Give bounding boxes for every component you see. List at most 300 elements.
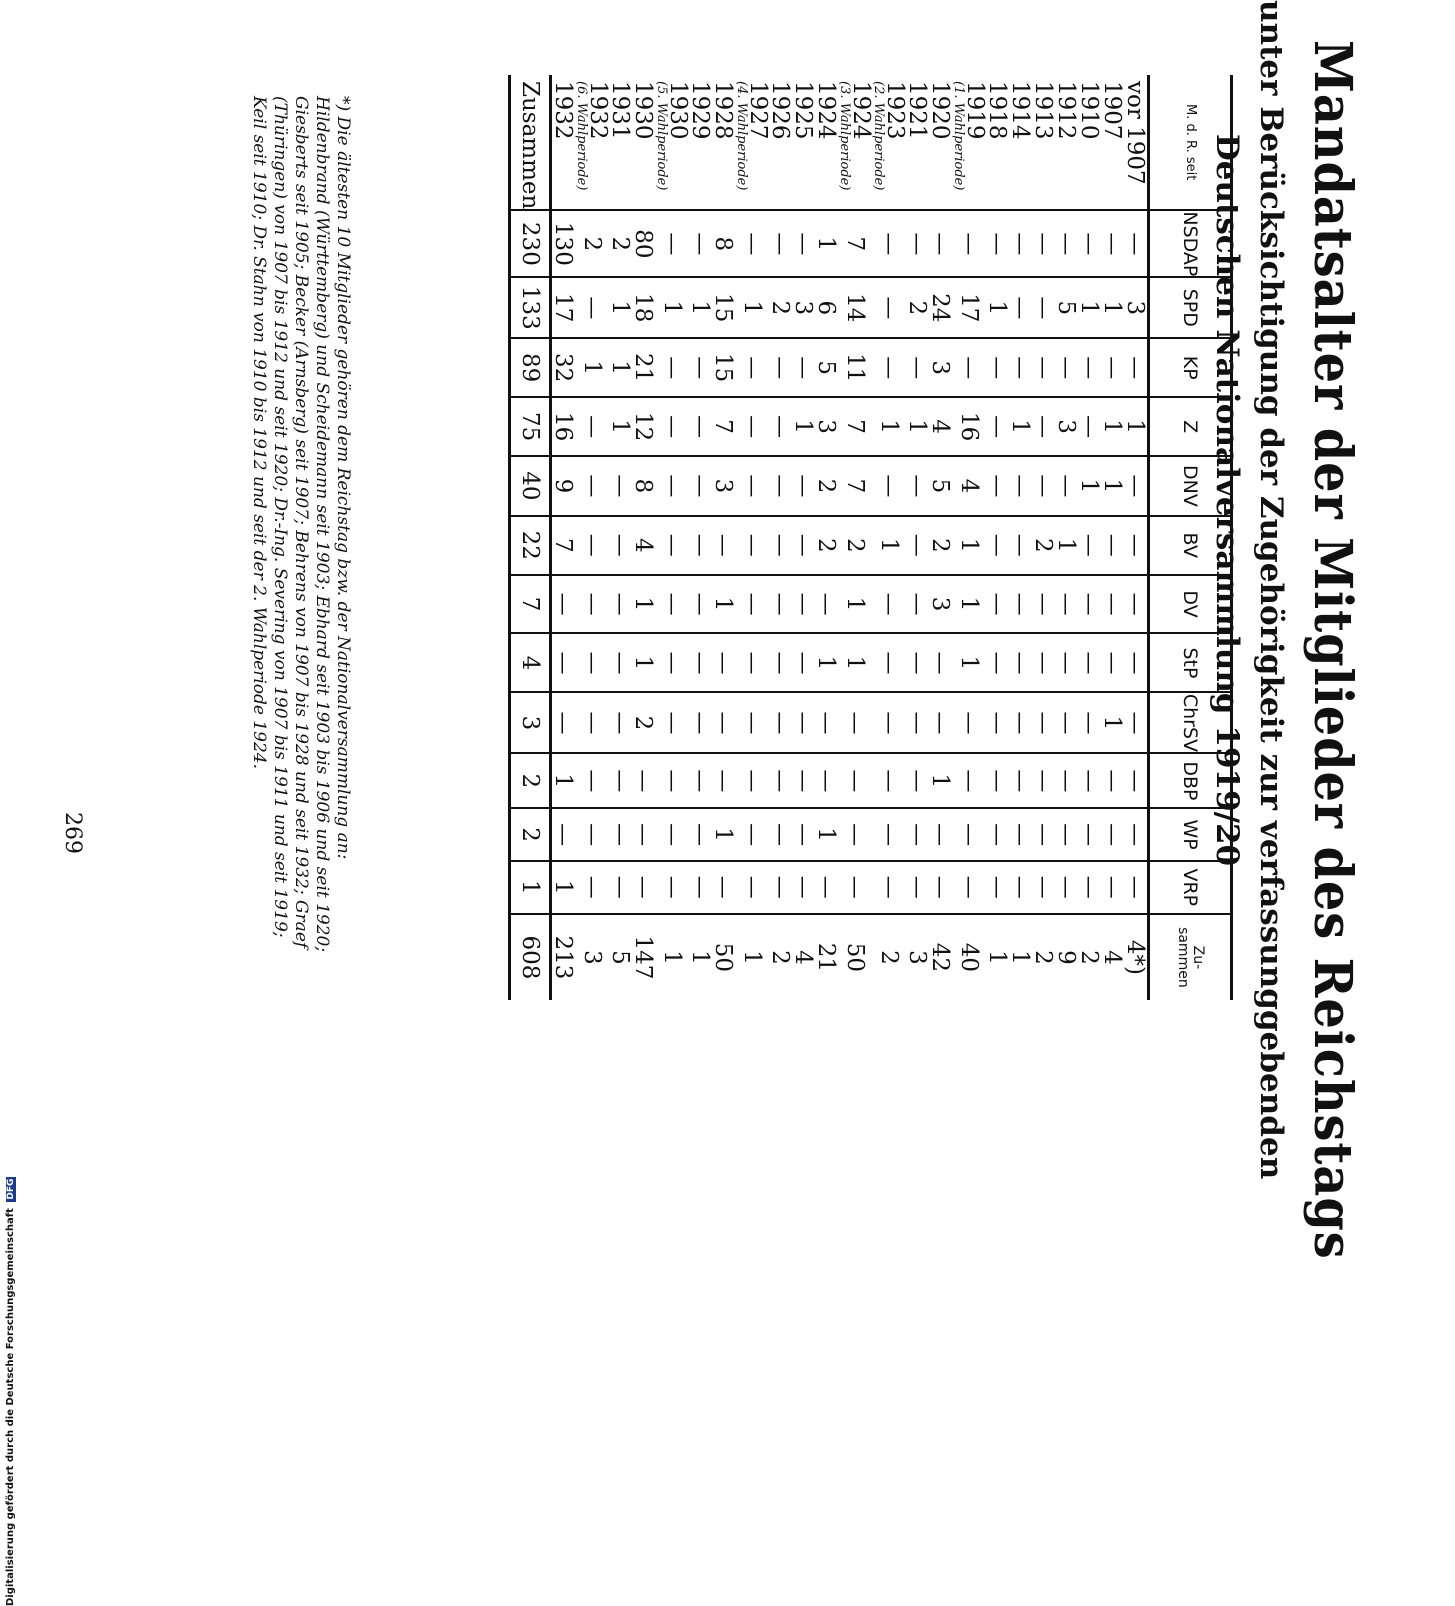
cell-wp: —: [906, 808, 929, 860]
cell-spd: —: [575, 277, 609, 338]
cell-nsdap: 2: [609, 210, 632, 277]
cell-z: —: [689, 397, 712, 456]
row-year: [1055, 75, 1078, 210]
cell-total: 50: [842, 942, 868, 973]
cell-nsdap: —: [986, 210, 1009, 277]
table-row: [1055, 75, 1078, 1000]
cell-z: 1: [1009, 397, 1032, 456]
cell-nsdap: 1: [815, 210, 838, 277]
row-year: [838, 75, 872, 210]
row-year: [632, 75, 655, 210]
cell-dv: —: [769, 575, 792, 634]
cell-chrsv: —: [815, 692, 838, 753]
cell-bv: —: [712, 516, 735, 575]
row-year: [551, 75, 576, 210]
cell-total: 5: [607, 950, 634, 965]
cell-vrp: —: [655, 861, 689, 914]
cell-vrp: —: [838, 861, 872, 914]
cell-nsdap: 130: [551, 210, 576, 277]
cell-nsdap: —: [952, 210, 986, 277]
cell-dbp: —: [872, 753, 906, 808]
cell-wp: —: [769, 808, 792, 860]
cell-total: 1: [687, 950, 714, 965]
total-stp: 4: [510, 633, 551, 692]
cell-spd: 15: [712, 277, 735, 338]
cell-spd: 1: [986, 277, 1009, 338]
cell-dnv: —: [689, 456, 712, 516]
cell-vrp: —: [792, 861, 815, 914]
cell-chrsv: —: [655, 692, 689, 753]
cell-dnv: 9: [551, 456, 576, 516]
cell-z: —: [769, 397, 792, 456]
cell-nsdap: —: [769, 210, 792, 277]
column-header-total: Zu- sammen: [1149, 914, 1232, 1000]
cell-total: 2: [767, 950, 794, 965]
table-row: [986, 75, 1009, 1000]
cell-kp: —: [952, 338, 986, 397]
cell-total: 1: [739, 950, 765, 965]
row-year-label: 1932: [585, 81, 611, 140]
cell-dnv: 4: [952, 456, 986, 516]
total-dv: 7: [510, 575, 551, 634]
cell-dnv: —: [1124, 456, 1149, 516]
cell-dv: —: [815, 575, 838, 634]
cell-dbp: —: [1009, 753, 1032, 808]
row-year-label: 1930: [665, 81, 691, 140]
cell-wp: —: [1055, 808, 1078, 860]
cell-kp: —: [1032, 338, 1055, 397]
cell-total: 1: [1007, 950, 1034, 965]
cell-vrp: —: [632, 861, 655, 914]
cell-stp: 1: [815, 633, 838, 692]
cell-kp: —: [735, 338, 769, 397]
cell-nsdap: —: [1101, 210, 1124, 277]
cell-vrp: —: [872, 861, 906, 914]
cell-dnv: —: [609, 456, 632, 516]
cell-chrsv: —: [792, 692, 815, 753]
cell-kp: 3: [929, 338, 952, 397]
column-header-chrsv: ChrSV: [1149, 692, 1232, 753]
grand-total: 608: [510, 914, 551, 1000]
cell-wp: —: [929, 808, 952, 860]
cell-bv: —: [609, 516, 632, 575]
cell-vrp: —: [609, 861, 632, 914]
cell-dnv: —: [1055, 456, 1078, 516]
cell-kp: —: [792, 338, 815, 397]
mandate-table: [508, 75, 1233, 1000]
cell-chrsv: —: [712, 692, 735, 753]
cell-vrp: —: [1124, 861, 1149, 914]
cell-bv: —: [792, 516, 815, 575]
cell-vrp: —: [952, 861, 986, 914]
table-row: [929, 75, 952, 1000]
cell-wp: —: [872, 808, 906, 860]
cell-bv: —: [1124, 516, 1149, 575]
cell-spd: 3: [792, 277, 815, 338]
cell-vrp: —: [1032, 861, 1055, 914]
row-year-label: 1921: [904, 81, 931, 140]
cell-nsdap: —: [1055, 210, 1078, 277]
cell-chrsv: —: [609, 692, 632, 753]
cell-bv: —: [735, 516, 769, 575]
row-year: [609, 75, 632, 210]
cell-dv: —: [792, 575, 815, 634]
cell-spd: 2: [769, 277, 792, 338]
cell-chrsv: —: [575, 692, 609, 753]
cell-stp: —: [1009, 633, 1032, 692]
cell-spd: 6: [815, 277, 838, 338]
cell-wp: —: [575, 808, 609, 860]
table-row: [735, 75, 769, 1000]
cell-dnv: 8: [632, 456, 655, 516]
cell-wp: —: [986, 808, 1009, 860]
cell-nsdap: 2: [575, 210, 609, 277]
cell-vrp: —: [1055, 861, 1078, 914]
cell-bv: 7: [551, 516, 576, 575]
row-year-label: 1931: [607, 81, 634, 140]
cell-bv: —: [655, 516, 689, 575]
cell-dv: —: [735, 575, 769, 634]
cell-wp: —: [735, 808, 769, 860]
cell-spd: 5: [1055, 277, 1078, 338]
row-year: [769, 75, 792, 210]
cell-dv: —: [1055, 575, 1078, 634]
cell-z: 1: [1101, 397, 1124, 456]
cell-chrsv: —: [689, 692, 712, 753]
cell-dv: —: [575, 575, 609, 634]
column-header-nsdap: NSDAP: [1149, 210, 1232, 277]
cell-dbp: —: [1078, 753, 1101, 808]
table-row: [632, 75, 655, 1000]
cell-wp: —: [1078, 808, 1101, 860]
subtitle-line-2: Deutschen Nationalversammlung 1919/20: [1209, 133, 1245, 867]
cell-kp: 21: [632, 338, 655, 397]
cell-stp: —: [1124, 633, 1149, 692]
row-year: [1078, 75, 1101, 210]
cell-spd: —: [872, 277, 906, 338]
cell-spd: 17: [952, 277, 986, 338]
total-spd: 133: [510, 277, 551, 338]
cell-chrsv: —: [1078, 692, 1101, 753]
cell-dbp: —: [952, 753, 986, 808]
cell-z: 1: [872, 397, 906, 456]
cell-z: 3: [1055, 397, 1078, 456]
cell-dv: —: [551, 575, 576, 634]
cell-dv: —: [1124, 575, 1149, 634]
cell-spd: —: [1032, 277, 1055, 338]
cell-bv: —: [906, 516, 929, 575]
cell-stp: —: [1078, 633, 1101, 692]
cell-vrp: 1: [551, 861, 576, 914]
row-year-label: 1923: [882, 81, 908, 140]
total-wp: 2: [510, 808, 551, 860]
cell-dnv: 7: [838, 456, 872, 516]
table-row: [655, 75, 689, 1000]
cell-nsdap: —: [1124, 210, 1149, 277]
cell-spd: 2: [906, 277, 929, 338]
cell-chrsv: —: [1124, 692, 1149, 753]
cell-kp: 5: [815, 338, 838, 397]
cell-kp: —: [655, 338, 689, 397]
total-nsdap: 230: [510, 210, 551, 277]
cell-spd: 17: [551, 277, 576, 338]
cell-vrp: —: [929, 861, 952, 914]
row-year-label: 1924: [848, 81, 874, 140]
row-year: [872, 75, 906, 210]
cell-dnv: —: [655, 456, 689, 516]
cell-kp: —: [906, 338, 929, 397]
cell-z: 12: [632, 397, 655, 456]
row-year-label: 1928: [710, 81, 737, 140]
cell-kp: —: [1124, 338, 1149, 397]
cell-vrp: —: [689, 861, 712, 914]
cell-spd: 1: [689, 277, 712, 338]
row-year: [1124, 75, 1149, 210]
cell-dnv: 1: [1078, 456, 1101, 516]
cell-nsdap: —: [872, 210, 906, 277]
cell-kp: 32: [551, 338, 576, 397]
row-year: [815, 75, 838, 210]
cell-z: —: [575, 397, 609, 456]
cell-chrsv: 2: [632, 692, 655, 753]
credit-text: Digitalisierung gefördert durch die Deutsche Forschungsgemeinschaft: [5, 1208, 16, 1606]
cell-stp: —: [689, 633, 712, 692]
cell-dv: 1: [632, 575, 655, 634]
cell-bv: 2: [1032, 516, 1055, 575]
cell-dv: —: [1101, 575, 1124, 634]
row-year-label: 1913: [1030, 81, 1057, 140]
cell-z: —: [655, 397, 689, 456]
total-chrsv: 3: [510, 692, 551, 753]
cell-dnv: 3: [712, 456, 735, 516]
row-year: [689, 75, 712, 210]
cell-total: 4: [1099, 950, 1126, 965]
cell-kp: 15: [712, 338, 735, 397]
footnote: *) Die ältesten 10 Mitglieder gehören dem Reichstag bzw. der Nationalversammlung an: Hildenbrand (Württemberg) und Scheidemann seit 1903; Ebhard seit 1903 bis 1906 und seit 1920; Giesberts seit 1905; Becker (Arnsberg) seit 1907; Behrens von 1907 bis 1928 und seit 1932; Graef (Thüringen) von 1907 bis 1912 und seit 1920; Dr.-Ing. Severing von 1907 bis 1911 und seit 1919; Keil seit 1910; Dr. Stahn von 1910 bis 1912 und seit der 2. Wahlperiode 1924.: [249, 96, 353, 953]
cell-wp: —: [1032, 808, 1055, 860]
cell-stp: —: [712, 633, 735, 692]
cell-nsdap: —: [929, 210, 952, 277]
cell-stp: —: [792, 633, 815, 692]
cell-bv: 1: [872, 516, 906, 575]
row-period-note: (1. Wahlperiode): [951, 81, 966, 191]
row-year-label: 1912: [1053, 81, 1080, 140]
cell-stp: —: [655, 633, 689, 692]
cell-wp: —: [1124, 808, 1149, 860]
row-period-note: (5. Wahlperiode): [654, 81, 669, 191]
cell-z: —: [986, 397, 1009, 456]
row-year-label: 1910: [1076, 81, 1103, 140]
cell-total: 9: [1053, 950, 1080, 965]
cell-total: 213: [550, 935, 577, 980]
table-row: [1101, 75, 1124, 1000]
cell-stp: —: [735, 633, 769, 692]
cell-kp: —: [1078, 338, 1101, 397]
cell-dnv: 5: [929, 456, 952, 516]
cell-z: 16: [952, 397, 986, 456]
cell-bv: 2: [838, 516, 872, 575]
column-header-z: Z: [1149, 397, 1232, 456]
row-year-label: 1918: [984, 81, 1011, 140]
cell-dbp: 1: [929, 753, 952, 808]
cell-dv: —: [609, 575, 632, 634]
cell-bv: 1: [952, 516, 986, 575]
cell-dv: —: [1078, 575, 1101, 634]
cell-dbp: —: [1055, 753, 1078, 808]
column-header-dbp: DBP: [1149, 753, 1232, 808]
row-year: [712, 75, 735, 210]
table-row: [551, 75, 576, 1000]
cell-dbp: —: [609, 753, 632, 808]
cell-z: 3: [815, 397, 838, 456]
cell-dnv: —: [872, 456, 906, 516]
cell-dbp: —: [575, 753, 609, 808]
row-year: [655, 75, 689, 210]
cell-z: —: [1032, 397, 1055, 456]
column-header-year: M. d. R. seit: [1149, 75, 1232, 210]
cell-chrsv: —: [838, 692, 872, 753]
cell-dbp: —: [655, 753, 689, 808]
table-header-row: [1149, 75, 1232, 1000]
cell-vrp: —: [575, 861, 609, 914]
cell-kp: —: [1009, 338, 1032, 397]
row-period-note: (6. Wahlperiode): [574, 81, 589, 191]
cell-wp: —: [1101, 808, 1124, 860]
cell-dv: 3: [929, 575, 952, 634]
row-year: [906, 75, 929, 210]
cell-stp: 1: [838, 633, 872, 692]
subtitle-line-1: unter Berücksichtigung der Zugehörigkeit zur verfassunggebenden: [1253, 0, 1289, 1180]
cell-spd: —: [1009, 277, 1032, 338]
cell-dv: —: [872, 575, 906, 634]
cell-dbp: —: [986, 753, 1009, 808]
table-row: [1009, 75, 1032, 1000]
cell-bv: —: [1078, 516, 1101, 575]
cell-chrsv: 1: [1101, 692, 1124, 753]
cell-spd: 18: [632, 277, 655, 338]
cell-nsdap: 7: [838, 210, 872, 277]
cell-stp: 1: [632, 633, 655, 692]
cell-stp: —: [929, 633, 952, 692]
cell-kp: 11: [838, 338, 872, 397]
cell-dv: —: [655, 575, 689, 634]
cell-dnv: —: [1032, 456, 1055, 516]
cell-dv: —: [906, 575, 929, 634]
cell-wp: —: [551, 808, 576, 860]
row-year-label: 1920: [927, 81, 954, 140]
dfg-logo: DFG: [6, 1178, 16, 1200]
cell-total: 1: [984, 950, 1011, 965]
cell-bv: —: [1101, 516, 1124, 575]
cell-total: 1: [659, 950, 685, 965]
cell-dbp: —: [906, 753, 929, 808]
cell-z: 1: [906, 397, 929, 456]
cell-total: 3: [904, 950, 931, 965]
cell-dnv: —: [906, 456, 929, 516]
page-number: 269: [60, 812, 85, 854]
cell-z: 7: [838, 397, 872, 456]
total-label: Zusammen: [510, 75, 551, 210]
cell-nsdap: —: [1078, 210, 1101, 277]
cell-dv: 1: [838, 575, 872, 634]
cell-wp: —: [609, 808, 632, 860]
cell-wp: 1: [712, 808, 735, 860]
cell-stp: —: [551, 633, 576, 692]
cell-kp: —: [689, 338, 712, 397]
table-row: [906, 75, 929, 1000]
cell-dbp: —: [735, 753, 769, 808]
cell-vrp: —: [986, 861, 1009, 914]
column-header-wp: WP: [1149, 808, 1232, 860]
cell-total: 42: [927, 942, 954, 973]
cell-wp: —: [838, 808, 872, 860]
cell-stp: —: [986, 633, 1009, 692]
cell-chrsv: —: [986, 692, 1009, 753]
cell-wp: —: [1009, 808, 1032, 860]
cell-stp: —: [1032, 633, 1055, 692]
cell-nsdap: —: [792, 210, 815, 277]
table-body: [510, 75, 1149, 1000]
cell-nsdap: —: [655, 210, 689, 277]
cell-z: 1: [792, 397, 815, 456]
cell-stp: —: [769, 633, 792, 692]
cell-total: 2: [1076, 950, 1103, 965]
cell-vrp: —: [1078, 861, 1101, 914]
cell-dv: —: [1032, 575, 1055, 634]
row-year-label: 1925: [790, 81, 817, 140]
cell-dbp: —: [689, 753, 712, 808]
cell-wp: —: [689, 808, 712, 860]
cell-bv: —: [769, 516, 792, 575]
cell-dv: 1: [952, 575, 986, 634]
cell-stp: —: [1101, 633, 1124, 692]
column-header-stp: StP: [1149, 633, 1232, 692]
cell-stp: —: [609, 633, 632, 692]
cell-dnv: —: [1009, 456, 1032, 516]
row-year: [929, 75, 952, 210]
cell-spd: 1: [1101, 277, 1124, 338]
cell-dv: —: [689, 575, 712, 634]
row-period-note: (3. Wahlperiode): [837, 81, 852, 191]
cell-vrp: —: [815, 861, 838, 914]
cell-bv: —: [689, 516, 712, 575]
row-year-label: vor 1907: [1122, 81, 1149, 185]
cell-stp: —: [575, 633, 609, 692]
cell-total: 3: [579, 950, 605, 965]
total-vrp: 1: [510, 861, 551, 914]
cell-bv: —: [1009, 516, 1032, 575]
cell-nsdap: —: [689, 210, 712, 277]
cell-kp: —: [872, 338, 906, 397]
cell-z: 1: [609, 397, 632, 456]
cell-chrsv: —: [551, 692, 576, 753]
table-row: [689, 75, 712, 1000]
cell-bv: —: [575, 516, 609, 575]
cell-spd: 1: [655, 277, 689, 338]
cell-vrp: —: [712, 861, 735, 914]
cell-dbp: —: [838, 753, 872, 808]
cell-bv: —: [986, 516, 1009, 575]
cell-total: 4: [790, 950, 817, 965]
cell-dbp: —: [1101, 753, 1124, 808]
row-year: [1009, 75, 1032, 210]
total-bv: 22: [510, 516, 551, 575]
table-row: [952, 75, 986, 1000]
cell-dnv: —: [792, 456, 815, 516]
cell-total: 2: [1030, 950, 1057, 965]
cell-chrsv: —: [769, 692, 792, 753]
column-header-vrp: VRP: [1149, 861, 1232, 914]
